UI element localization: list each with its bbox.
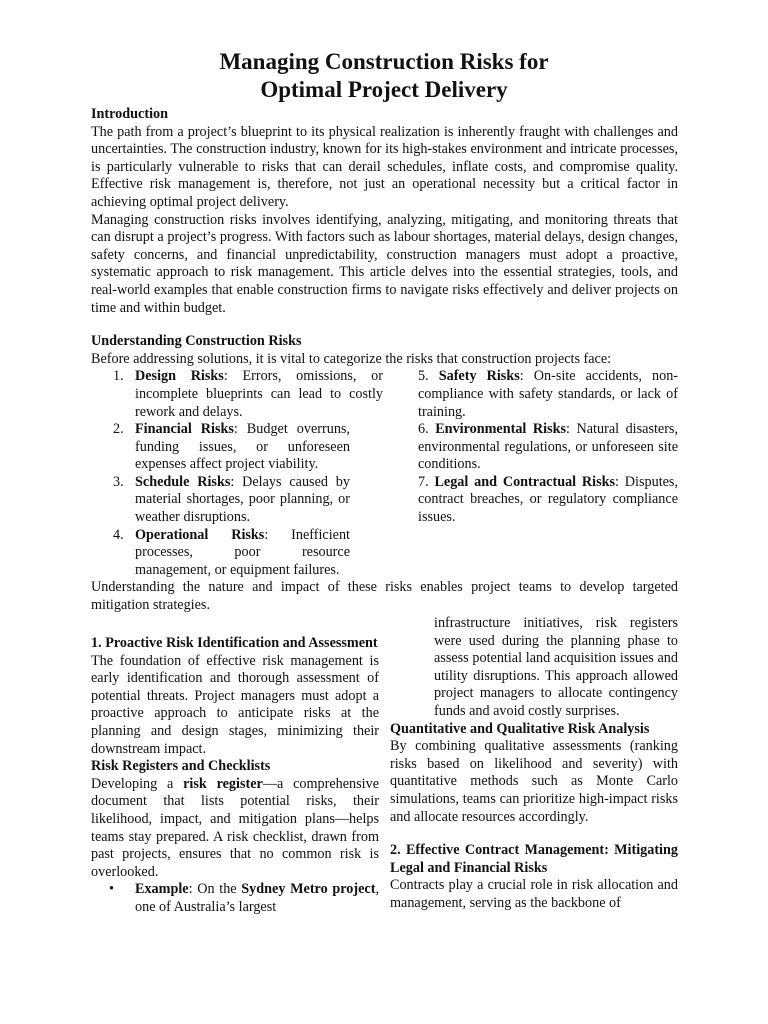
intro-paragraph-2: Managing construction risks involves identifying, analyzing, mitigating, and monitoring threats that can disrupt a project’s progress. With factors such as labour shortages, material delays, design changes, safety concerns, and financial unpredictability, construction managers must adopt a proactive, systematic approach to risk management. This article delves into the essential strategies, tools, and real-world examples that enable construction firms to navigate risks effectively and deliver projects on time and within budget. (91, 211, 678, 316)
intro-paragraph-1: The path from a project’s blueprint to its physical realization is inherently fraught with challenges and uncertainties. The construction industry, known for its high-stakes environment and intricate processes, is particularly vulnerable to risks that can derail schedules, inflate costs, and compromise quality. Effective risk management is, therefore, not just an operational necessity but a critical factor in achieving optimal project delivery. (91, 123, 678, 210)
intro-section (91, 106, 678, 615)
risk-list-right (418, 368, 678, 579)
risk-list-left (91, 368, 383, 579)
section1-body: The foundation of effective risk management is early identification and thorough assessment of potential threats. Project managers must adopt a proactive approach to anticipate risks at the planning and design stages, minimizing their downstream impact. (91, 652, 379, 757)
section2-body: Contracts play a crucial role in risk allocation and management, serving as the backbone of (390, 877, 678, 911)
risk-item: 7. Legal and Contractual Risks: Disputes, contract breaches, or regulatory compliance issues. (418, 473, 678, 526)
risk-item: 5. Safety Risks: On-site accidents, non-compliance with safety standards, or lack of training. (418, 368, 679, 420)
understanding-lead: Before addressing solutions, it is vital to categorize the risks that construction projects face: (91, 350, 612, 367)
bullet-marker: • (109, 881, 114, 898)
title-line-2: Optimal Project Delivery (260, 77, 508, 102)
section2-heading: 2. Effective Contract Management: Mitigating Legal and Financial Risks (390, 842, 678, 876)
example-continued: infrastructure initiatives, risk registers were used during the planning phase to assess potential land acquisition issues and utility disruptions. This approach allowed project managers to allocate contingency funds and avoid costly surprises. (434, 615, 678, 719)
understanding-heading: Understanding Construction Risks (91, 333, 302, 350)
risk-item: 1. Design Risks: Errors, omissions, or incomplete blueprints can lead to costly rework and delays. (113, 368, 383, 420)
intro-heading: Introduction (91, 106, 168, 122)
page-title (0, 48, 768, 104)
risk-registers-heading: Risk Registers and Checklists (91, 758, 271, 775)
understanding-closing: Understanding the nature and impact of these risks enables project teams to develop targeted mitigation strategies. (91, 579, 678, 614)
section1-heading: 1. Proactive Risk Identification and Assessment (91, 635, 378, 651)
risk-list (91, 368, 678, 579)
example-bullet: • Example: On the Sydney Metro project, one of Australia’s largest (109, 881, 379, 915)
two-column-body (91, 615, 678, 917)
risk-item: 2. Financial Risks: Budget overruns, funding issues, or unforeseen expenses affect project viability. (113, 421, 350, 473)
risk-registers-body: Developing a risk register—a comprehensive document that lists potential risks, their likelihood, impact, and mitigation plans—helps teams stay prepared. A risk checklist, drawn from past projects, ensures that no common risk is overlooked. (91, 775, 379, 880)
risk-item: 6. Environmental Risks: Natural disasters, environmental regulations, or unforeseen site conditions. (418, 421, 678, 473)
title-line-1: Managing Construction Risks for (219, 49, 549, 74)
right-column (390, 615, 678, 917)
left-column (91, 615, 379, 917)
analysis-body: By combining qualitative assessments (ranking risks based on likelihood and severity) with quantitative methods such as Monte Carlo simulations, teams can prioritize high-impact risks and allocate resources accordingly. (390, 738, 678, 825)
analysis-heading: Quantitative and Qualitative Risk Analysis (390, 720, 650, 737)
risk-item: 4. Operational Risks: Inefficient processes, poor resource management, or equipment failures. (113, 526, 350, 578)
risk-item: 3. Schedule Risks: Delays caused by material shortages, poor planning, or weather disruptions. (113, 473, 350, 526)
